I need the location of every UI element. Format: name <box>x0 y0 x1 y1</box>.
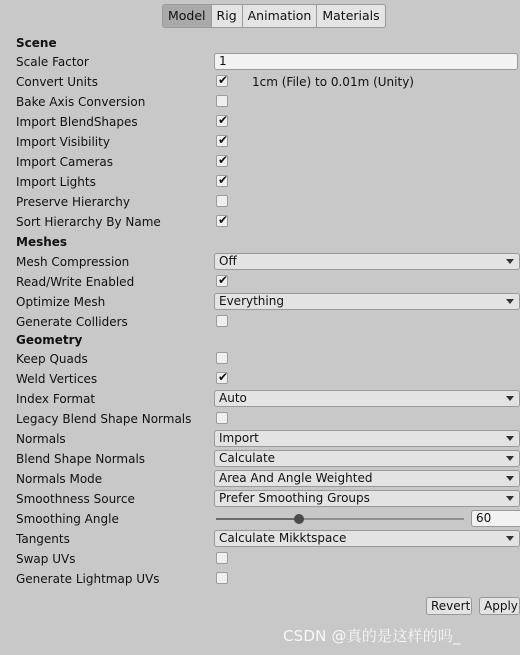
convert-units-note: 1cm (File) to 0.01m (Unity) <box>252 75 414 89</box>
preserve-hierarchy-checkbox[interactable] <box>216 195 228 207</box>
generate-lightmap-checkbox[interactable] <box>216 572 228 584</box>
checkmark-icon: ✔ <box>218 213 229 227</box>
generate-lightmap-label: Generate Lightmap UVs <box>16 572 160 586</box>
preserve-hierarchy-row <box>0 192 520 212</box>
smoothing-angle-slider-thumb[interactable] <box>294 514 304 524</box>
import-cameras-label: Import Cameras <box>16 155 113 169</box>
section-heading-scene: Scene <box>16 36 57 50</box>
import-lights-checkbox[interactable] <box>216 175 228 187</box>
legacy-blend-label: Legacy Blend Shape Normals <box>16 412 192 426</box>
apply-button[interactable]: Apply <box>479 597 520 615</box>
bake-axis-row <box>0 92 520 112</box>
preserve-hierarchy-label: Preserve Hierarchy <box>16 195 130 209</box>
scale-factor-label: Scale Factor <box>16 55 89 69</box>
index-format-value: Auto <box>219 391 247 405</box>
weld-vertices-row <box>0 369 520 389</box>
import-blendshapes-row <box>0 112 520 132</box>
index-format-label: Index Format <box>16 392 96 406</box>
sort-hierarchy-label: Sort Hierarchy By Name <box>16 215 161 229</box>
optimize-mesh-value: Everything <box>219 294 284 308</box>
read-write-row <box>0 272 520 292</box>
tangents-dropdown[interactable] <box>214 530 520 547</box>
meshes-section-header <box>0 232 520 252</box>
dropdown-arrow-icon <box>506 299 514 304</box>
generate-colliders-checkbox[interactable] <box>216 315 228 327</box>
dropdown-arrow-icon <box>506 259 514 264</box>
index-format-row <box>0 389 520 409</box>
import-blendshapes-label: Import BlendShapes <box>16 115 138 129</box>
import-visibility-row <box>0 132 520 152</box>
scale-factor-input[interactable]: 1 <box>214 53 518 70</box>
tangents-label: Tangents <box>16 532 70 546</box>
normals-mode-dropdown[interactable] <box>214 470 520 487</box>
normals-mode-label: Normals Mode <box>16 472 103 486</box>
blend-shape-normals-row <box>0 449 520 469</box>
dropdown-arrow-icon <box>506 396 514 401</box>
checkmark-icon: ✔ <box>218 370 229 384</box>
import-cameras-checkbox[interactable] <box>216 155 228 167</box>
read-write-label: Read/Write Enabled <box>16 275 135 289</box>
swap-uvs-label: Swap UVs <box>16 552 76 566</box>
smoothing-angle-input[interactable]: 60 <box>471 510 520 527</box>
tab-rig[interactable]: Rig <box>212 4 243 28</box>
import-visibility-label: Import Visibility <box>16 135 110 149</box>
normals-value: Import <box>219 431 259 445</box>
watermark-text: CSDN @真的是这样的吗_ <box>283 627 461 645</box>
dropdown-arrow-icon <box>506 496 514 501</box>
mesh-compression-value: Off <box>219 254 237 268</box>
smoothness-source-row <box>0 489 520 509</box>
read-write-checkbox[interactable] <box>216 275 228 287</box>
normals-mode-value: Area And Angle Weighted <box>219 471 373 485</box>
smoothness-source-value: Prefer Smoothing Groups <box>219 491 370 505</box>
smoothing-angle-slider[interactable] <box>216 518 464 520</box>
optimize-mesh-dropdown[interactable] <box>214 293 520 310</box>
checkmark-icon: ✔ <box>218 113 229 127</box>
generate-colliders-row <box>0 312 520 332</box>
dropdown-arrow-icon <box>506 536 514 541</box>
normals-dropdown[interactable] <box>214 430 520 447</box>
blend-shape-normals-value: Calculate <box>219 451 276 465</box>
import-lights-label: Import Lights <box>16 175 96 189</box>
checkmark-icon: ✔ <box>218 133 229 147</box>
legacy-blend-checkbox[interactable] <box>216 412 228 424</box>
tangents-row <box>0 529 520 549</box>
index-format-dropdown[interactable] <box>214 390 520 407</box>
swap-uvs-row <box>0 549 520 569</box>
section-heading-geometry: Geometry <box>16 333 83 347</box>
smoothing-angle-label: Smoothing Angle <box>16 512 119 526</box>
swap-uvs-checkbox[interactable] <box>216 552 228 564</box>
optimize-mesh-row <box>0 292 520 312</box>
mesh-compression-row <box>0 252 520 272</box>
import-lights-row <box>0 172 520 192</box>
checkmark-icon: ✔ <box>218 273 229 287</box>
checkmark-icon: ✔ <box>218 173 229 187</box>
checkmark-icon: ✔ <box>218 153 229 167</box>
import-cameras-row <box>0 152 520 172</box>
optimize-mesh-label: Optimize Mesh <box>16 295 106 309</box>
blend-shape-normals-label: Blend Shape Normals <box>16 452 146 466</box>
scene-section-header <box>0 33 520 53</box>
sort-hierarchy-checkbox[interactable] <box>216 215 228 227</box>
normals-mode-row <box>0 469 520 489</box>
geometry-section-header <box>0 330 520 350</box>
import-settings-tabs <box>162 4 386 28</box>
import-visibility-checkbox[interactable] <box>216 135 228 147</box>
tab-animation[interactable]: Animation <box>243 4 318 28</box>
bake-axis-checkbox[interactable] <box>216 95 228 107</box>
generate-colliders-label: Generate Colliders <box>16 315 128 329</box>
convert-units-label: Convert Units <box>16 75 98 89</box>
tab-materials[interactable]: Materials <box>317 4 385 28</box>
smoothing-angle-row <box>0 509 520 529</box>
import-blendshapes-checkbox[interactable] <box>216 115 228 127</box>
bake-axis-label: Bake Axis Conversion <box>16 95 146 109</box>
smoothness-source-dropdown[interactable] <box>214 490 520 507</box>
weld-vertices-label: Weld Vertices <box>16 372 98 386</box>
keep-quads-row <box>0 349 520 369</box>
section-heading-meshes: Meshes <box>16 235 68 249</box>
tangents-value: Calculate Mikktspace <box>219 531 347 545</box>
dropdown-arrow-icon <box>506 436 514 441</box>
mesh-compression-label: Mesh Compression <box>16 255 130 269</box>
smoothing-angle-slider-fill <box>216 518 299 520</box>
blend-shape-normals-dropdown[interactable] <box>214 450 520 467</box>
normals-row <box>0 429 520 449</box>
keep-quads-checkbox[interactable] <box>216 352 228 364</box>
keep-quads-label: Keep Quads <box>16 352 88 366</box>
mesh-compression-dropdown[interactable] <box>214 253 520 270</box>
convert-units-row <box>0 72 520 92</box>
weld-vertices-checkbox[interactable] <box>216 372 228 384</box>
dropdown-arrow-icon <box>506 456 514 461</box>
legacy-blend-row <box>0 409 520 429</box>
smoothness-source-label: Smoothness Source <box>16 492 135 506</box>
revert-button[interactable]: Revert <box>426 597 472 615</box>
dropdown-arrow-icon <box>506 476 514 481</box>
convert-units-checkbox[interactable] <box>216 75 228 87</box>
scale-factor-row <box>0 52 520 72</box>
normals-label: Normals <box>16 432 66 446</box>
sort-hierarchy-row <box>0 212 520 232</box>
tab-model[interactable]: Model <box>162 4 212 28</box>
checkmark-icon: ✔ <box>218 73 229 87</box>
generate-lightmap-row <box>0 569 520 589</box>
